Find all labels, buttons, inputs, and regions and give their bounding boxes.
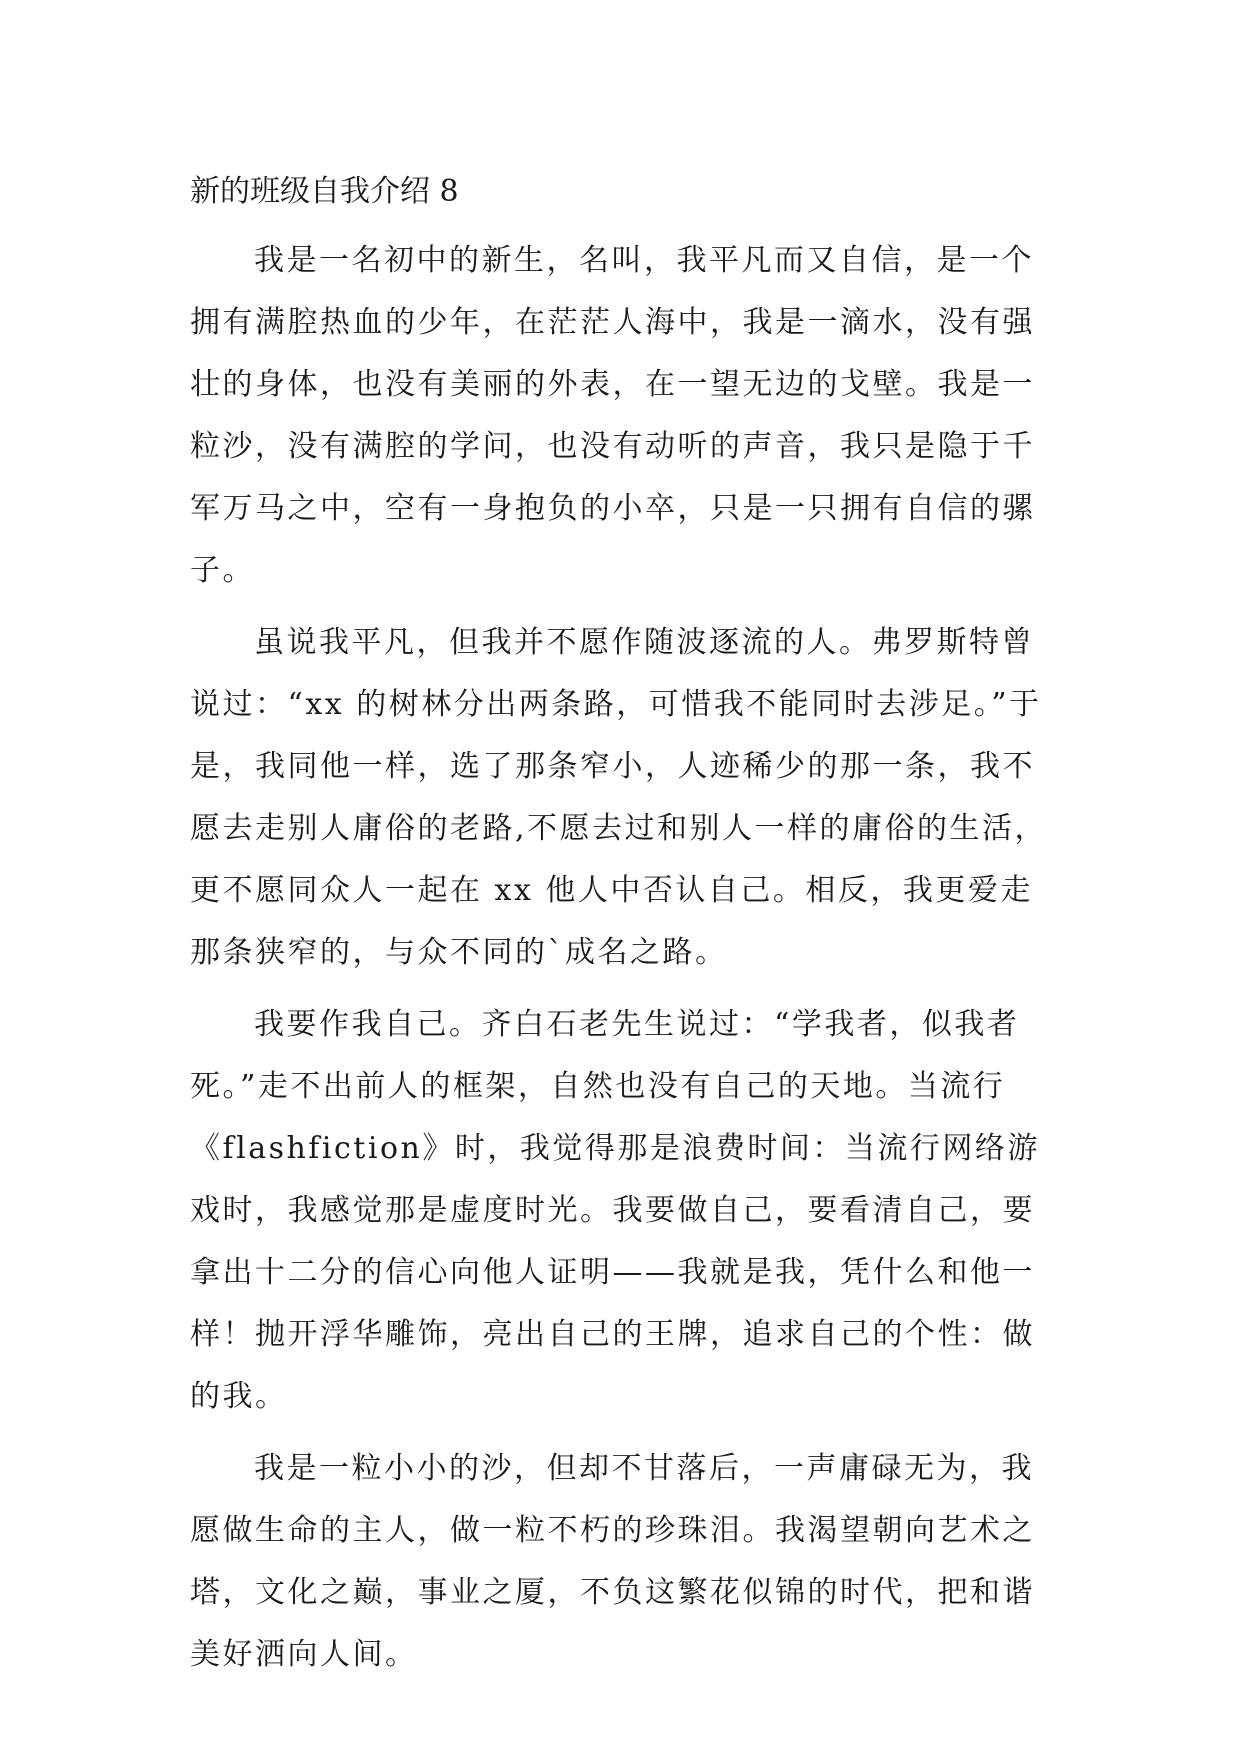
paragraph-2: 虽说我平凡，但我并不愿作随波逐流的人。弗罗斯特曾 说过：“xx 的树林分出两条路，可惜我不能同时去涉足。”于 是，我同他一样，选了那条窄小，人迹稀少的那一条，我不 愿去走别人庸俗的老路,不愿去过和别人一样的庸俗的生活， 更不愿同众人一起在 xx 他人中否认自己。相反，我更爱走 那条狭窄的，与众不同的`成名之路。 xyxy=(190,625,1048,970)
document-body xyxy=(190,162,1052,1686)
document-title: 新的班级自我介绍 8 xyxy=(190,174,459,209)
paragraph-1: 我是一名初中的新生，名叫，我平凡而又自信，是一个 拥有满腔热血的少年，在茫茫人海中，我是一滴水，没有强 壮的身体，也没有美丽的外表，在一望无边的戈壁。我是一 粒沙，没有满腔的学问，也没有动听的声音，我只是隐于千 军万马之中，空有一身抱负的小卒，只是一只拥有自信的骡 子。 xyxy=(190,243,1035,588)
paragraph-3: 我要作我自己。齐白石老先生说过：“学我者，似我者 死。”走不出前人的框架，自然也没有自己的天地。当流行 《flashfiction》时，我觉得那是浪费时间：当流行网络游 戏时，我感觉那是虚度时光。我要做自己，要看清自己，要 拿出十二分的信心向他人证明——我就是我，凭什么和他一 样！抛开浮华雕饰，亮出自己的王牌，追求自己的个性：做 的我。 xyxy=(190,1007,1040,1414)
paragraph-4: 我是一粒小小的沙，但却不甘落后，一声庸碌无为，我 愿做生命的主人，做一粒不朽的珍珠泪。我渴望朝向艺术之 塔，文化之巅，事业之厦，不负这繁花似锦的时代，把和谐 美好洒向人间。 xyxy=(190,1451,1035,1672)
